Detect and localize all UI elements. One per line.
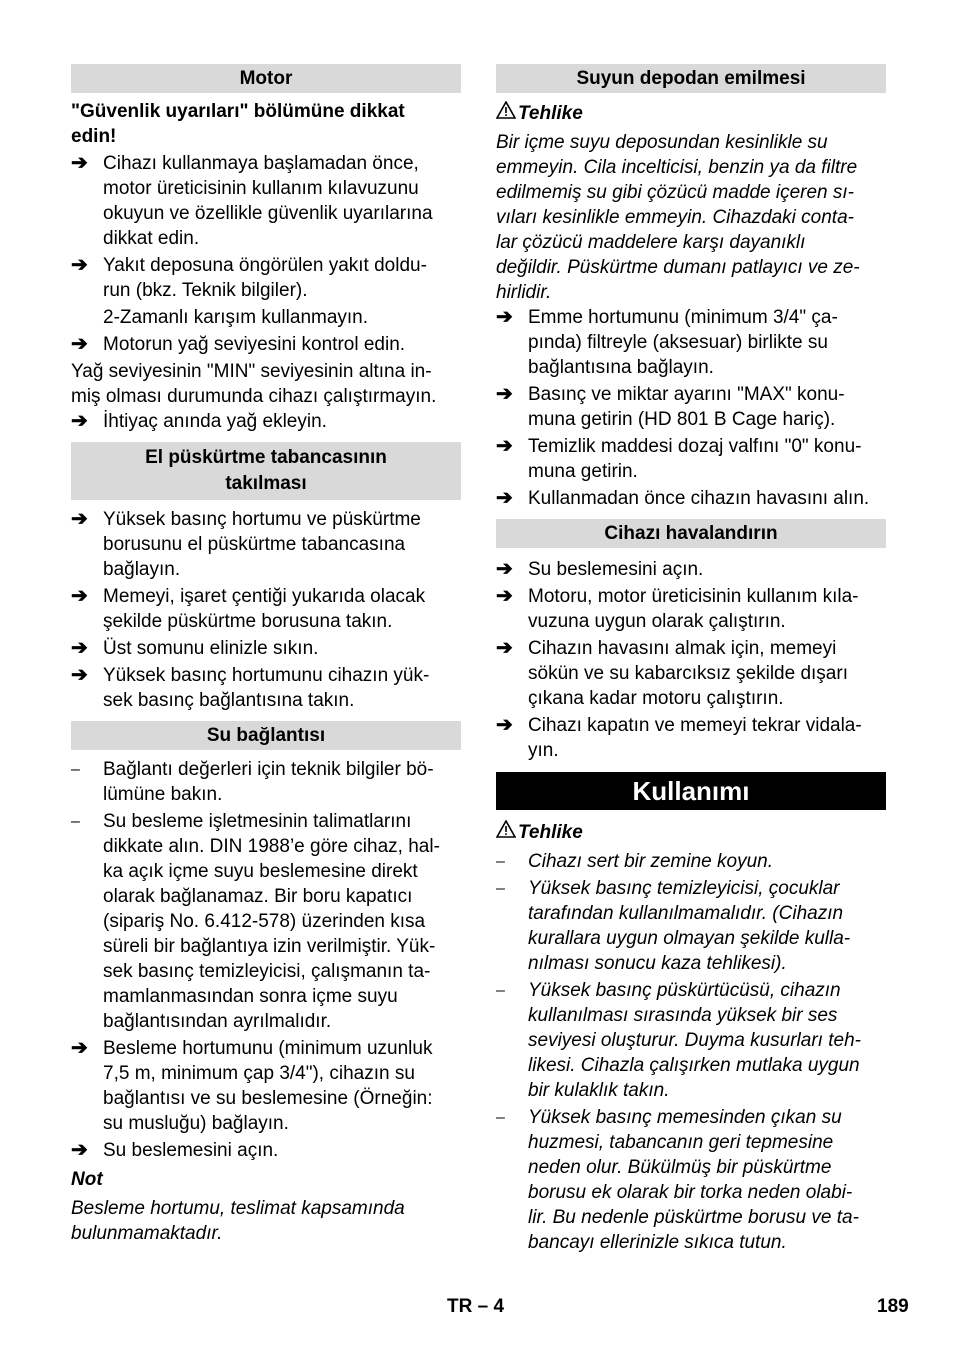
arrow-right-icon: ➔ [496, 585, 513, 607]
suction-warning-label: Tehlike [496, 101, 886, 126]
arrow-right-icon: ➔ [71, 637, 88, 659]
suction-step-3: ➔ Temizlik maddesi dozaj valfını "0" konu- muna getirin. [496, 435, 862, 482]
motor-step-1: ➔ Cihazı kullanmaya başlamadan önce, motor üreticisinin kullanım kılavuzunu okuyun ve özellikle güvenlik uyarılarına dikkat edin. [71, 152, 433, 249]
arrow-right-icon: ➔ [71, 1139, 88, 1161]
arrow-right-icon: ➔ [496, 383, 513, 405]
suction-step-1: ➔ Emme hortumunu (minimum 3/4" ça- pında) filtreyle (aksesuar) birlikte su bağlantısına bağlayın. [496, 306, 838, 378]
water-dash-1: – Bağlantı değerleri için teknik bilgiler bö- lümüne bakın. [71, 759, 434, 805]
vent-step-4: ➔ Cihazı kapatın ve memeyi tekrar vidala- yın. [496, 714, 862, 761]
vent-step-2: ➔ Motoru, motor üreticisinin kullanım kıla- vuzuna uygun olarak çalıştırın. [496, 585, 859, 632]
motor-step-4: ➔ İhtiyaç anında yağ ekleyin. [71, 410, 327, 432]
suction-heading: Suyun depodan emilmesi [496, 64, 886, 93]
left-column [71, 64, 461, 1246]
dash-bullet: – [496, 982, 505, 999]
warning-triangle-icon [496, 820, 518, 845]
motor-safety-note: "Güvenlik uyarıları" bölümüne dikkat edin! [71, 101, 405, 147]
vent-step-3: ➔ Cihazın havasını almak için, memeyi sökün ve su kabarcıksız şekilde dışarı çıkana kadar motoru çalıştırın. [496, 637, 848, 709]
usage-heading: Kullanımı [496, 772, 886, 810]
usage-dash-1: – Cihazı sert bir zemine koyun. [496, 851, 773, 872]
arrow-right-icon: ➔ [496, 558, 513, 580]
usage-warning-label: Tehlike [496, 820, 886, 845]
usage-dash-3: – Yüksek basınç püskürtücüsü, cihazın kullanılması sırasında yüksek bir ses seviyesi oluşturur. Duyma kusurları teh- likesi. Cihazla çalışırken mutlaka uygun bir kulaklık takın. [496, 980, 861, 1101]
dash-bullet: – [496, 853, 505, 870]
water-step-2: ➔ Su beslemesini açın. [71, 1139, 279, 1161]
motor-step-3: ➔ Motorun yağ seviyesini kontrol edin. [71, 333, 406, 355]
arrow-right-icon: ➔ [496, 637, 513, 659]
arrow-right-icon: ➔ [496, 306, 513, 328]
arrow-right-icon: ➔ [71, 333, 88, 355]
gun-heading: El püskürtme tabancasının takılması [71, 442, 461, 500]
footer-page-label: TR – 4 [447, 1296, 505, 1317]
suction-warning-text: Bir içme suyu deposundan kesinlikle su emmeyin. Cila incelticisi, benzin ya da filtre edilmemiş su gibi çözücü madde içeren sı- vıları kesinlikle emmeyin. Cihazdaki conta- lar çözücü maddelere karşı dayanıklı değildir. Püskürtme dumanı patlayıcı ve ze- hirlidir. [496, 132, 860, 303]
water-dash-2: – Su besleme işletmesinin talimatlarını dikkate alın. DIN 1988’e göre cihaz, hal- ka açık içme suyu beslemesine direkt olarak bağlanamaz. Bir boru kapatıcı (sipariş No. 6.412-578) üzerinden kısa süreli bir bağlantıya izin verilmiştir. Yük- sek basınç temizleyicisi, çalışmanın ta- mamlanmasından sonra içme suyu bağlantısından ayrılmalıdır. [71, 811, 440, 1032]
arrow-right-icon: ➔ [496, 435, 513, 457]
gun-step-3: ➔ Üst somunu elinizle sıkın. [71, 637, 319, 659]
arrow-right-icon: ➔ [71, 508, 88, 530]
water-step-1: ➔ Besleme hortumunu (minimum uzunluk 7,5 m, minimum çap 3/4"), cihazın su bağlantısı ve su beslemesine (Örneğin: su musluğu) bağlayın. [71, 1037, 433, 1134]
arrow-right-icon: ➔ [71, 1037, 88, 1059]
motor-step-2-sub: 2-Zamanlı karışım kullanmayın. [103, 307, 369, 328]
arrow-right-icon: ➔ [71, 410, 88, 432]
warning-triangle-icon [496, 101, 518, 126]
vent-heading: Cihazı havalandırın [496, 519, 886, 548]
arrow-right-icon: ➔ [496, 714, 513, 736]
footer-page-number: 189 [877, 1296, 909, 1317]
motor-step-2: ➔ Yakıt deposuna öngörülen yakıt doldu- run (bkz. Teknik bilgiler). [71, 254, 427, 301]
motor-oil-paragraph: Yağ seviyesinin "MIN" seviyesinin altına in- miş olması durumunda cihazı çalıştırmayın. [71, 361, 437, 407]
arrow-right-icon: ➔ [71, 664, 88, 686]
water-heading: Su bağlantısı [71, 721, 461, 750]
gun-step-2: ➔ Memeyi, işaret çentiği yukarıda olacak şekilde püskürtme borusuna takın. [71, 585, 426, 632]
motor-heading: Motor [71, 64, 461, 93]
arrow-right-icon: ➔ [71, 254, 88, 276]
arrow-right-icon: ➔ [496, 487, 513, 509]
usage-dash-4: – Yüksek basınç memesinden çıkan su huzmesi, tabancanın geri tepmesine neden olur. Bükülmüş bir püskürtme borusu ek olarak bir torka neden olabi- lir. Bu nedenle püskürtme borusu ve ta- bancayı ellerinizle sıkıca tutun. [496, 1107, 859, 1253]
right-column [496, 64, 886, 1255]
dash-bullet: – [496, 880, 505, 897]
arrow-right-icon: ➔ [71, 585, 88, 607]
water-note-label: Not [71, 1169, 103, 1190]
gun-step-4: ➔ Yüksek basınç hortumunu cihazın yük- sek basınç bağlantısına takın. [71, 664, 430, 711]
gun-step-1: ➔ Yüksek basınç hortumu ve püskürtme borusunu el püskürtme tabancasına bağlayın. [71, 508, 421, 580]
suction-step-4: ➔ Kullanmadan önce cihazın havasını alın. [496, 487, 870, 509]
dash-bullet: – [496, 1109, 505, 1126]
vent-step-1: ➔ Su beslemesini açın. [496, 558, 704, 580]
arrow-right-icon: ➔ [71, 152, 88, 174]
dash-bullet: – [71, 813, 80, 830]
usage-dash-2: – Yüksek basınç temizleyicisi, çocuklar tarafından kullanılmamalıdır. (Cihazın kurallara uygun olmayan şekilde kulla- nılması sonucu kaza tehlikesi). [496, 878, 851, 974]
dash-bullet: – [71, 761, 80, 778]
suction-step-2: ➔ Basınç ve miktar ayarını "MAX" konu- muna getirin (HD 801 B Cage hariç). [496, 383, 845, 430]
water-note-text: Besleme hortumu, teslimat kapsamında bulunmamaktadır. [71, 1198, 405, 1244]
